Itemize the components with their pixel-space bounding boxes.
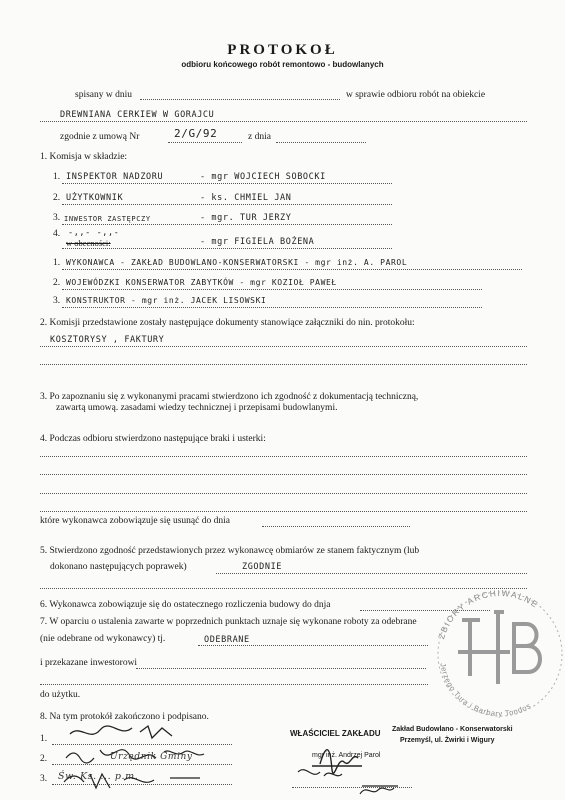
section3-line1: 3. Po zapoznaniu się z wykonanymi pracami stwierdzono ich zgodność z dokumentacją techniczną, — [40, 392, 419, 402]
z-dnia-label: z dnia — [248, 132, 271, 142]
owner-stamp-line2: Przemyśl, ul. Żwirki i Wigury — [400, 737, 495, 744]
umowa-line — [168, 142, 242, 143]
archive-watermark-stamp — [430, 580, 565, 720]
section7-line2: (nie odebrane od wykonawcy) tj. — [40, 634, 166, 644]
umowa-value: 2/G/92 — [174, 127, 218, 140]
defects-line — [40, 493, 527, 494]
document-title: PROTOKOŁ — [227, 42, 338, 58]
owner-label: WŁAŚCICIEL ZAKŁADU — [290, 729, 381, 738]
signature-num: 2. — [40, 754, 48, 764]
section7-line — [198, 645, 428, 646]
member-role: UŻYTKOWNIK — [66, 193, 124, 203]
member-line — [62, 224, 392, 225]
section4-heading: 4. Podczas odbioru stwierdzono następujące braki i usterki: — [40, 434, 266, 444]
sprawie-label: w sprawie odbioru robót na obiekcie — [346, 90, 486, 100]
section7-line — [40, 684, 428, 685]
z-dnia-line — [276, 142, 366, 143]
defects-line — [40, 456, 527, 457]
svg-text:ZBIORY ARCHIWALNE: ZBIORY ARCHIWALNE — [436, 587, 541, 641]
owner-stamp-line3: mgr inż. Andrzej Parol — [312, 752, 381, 759]
defects-line — [40, 511, 527, 512]
section7-line3: i przekazane inwestorowi — [40, 658, 138, 668]
present-num: 2. — [53, 278, 61, 288]
member-role: INSPEKTOR NADZORU — [66, 172, 164, 182]
present-num: 3. — [53, 296, 61, 306]
defects-line — [40, 474, 527, 475]
member-name: - ks. CHMIEL JAN — [200, 193, 292, 203]
member-name: - mgr. TUR JERZY — [200, 213, 292, 223]
member-num: 1. — [53, 172, 61, 182]
owner-stamp-line1: Zakład Budowlano - Konserwatorski — [392, 726, 513, 733]
section5-line2: dokonano następujących poprawek) — [50, 562, 187, 572]
present-line — [62, 289, 482, 290]
present-text: WYKONAWCA - ZAKŁAD BUDOWLANO-KONSERWATORSKI - mgr inż. A. PAROL — [66, 258, 408, 267]
present-num: 1. — [53, 258, 61, 268]
owner-signatures — [290, 736, 430, 798]
section1-heading: 1. Komisja w składzie: — [40, 152, 128, 162]
section2-text: 2. Komisji przedstawione zostały następujące dokumenty stanowiące załączniki do nin. protokołu: — [40, 318, 415, 328]
section2-value: KOSZTORYSY , FAKTURY — [50, 335, 165, 345]
obiekt-value: DREWNIANA CERKIEW W GORAJCU — [60, 110, 215, 120]
document-subtitle: odbioru końcowego robót remontowo - budowlanych — [181, 60, 384, 69]
section2-line — [40, 364, 527, 365]
umowa-label: zgodnie z umową Nr — [60, 132, 140, 142]
section4-footer: które wykonawca zobowiązuje się usunąć do dnia — [40, 516, 230, 526]
present-text: WOJEWÓDZKI KONSERWATOR ZABYTKÓW - mgr KOZIOŁ PAWEŁ — [66, 278, 337, 287]
owner-signature-line — [292, 787, 412, 788]
member-role: -,,- -,,- — [68, 228, 120, 238]
spisany-label: spisany w dniu — [75, 90, 132, 100]
defects-date-line — [262, 526, 410, 527]
present-line — [62, 269, 522, 270]
member-num: 2. — [53, 193, 61, 203]
section7-line — [136, 668, 426, 669]
section7-line4: do użytku. — [40, 690, 81, 700]
section5-value: ZGODNIE — [242, 562, 283, 572]
section7-value: ODEBRANE — [204, 635, 250, 645]
svg-text:Jerzego Tura i Barbary Tondos: Jerzego Tura i Barbary Tondos — [438, 662, 533, 719]
member-role: INWESTOR ZASTĘPCZY — [64, 215, 151, 223]
spisany-date-line — [140, 99, 340, 100]
signature-2-text: Urzędnik Gminy — [110, 752, 193, 762]
member-name: - mgr FIGIELA BOŻENA — [200, 237, 315, 247]
section5-line — [216, 573, 527, 574]
member-line — [62, 183, 392, 184]
present-line — [62, 307, 482, 308]
obiekt-line — [40, 121, 527, 122]
member-num: 4. — [53, 229, 61, 239]
present-text: KONSTRUKTOR - mgr inż. JACEK LISOWSKI — [66, 296, 267, 305]
section6-text: 6. Wykonawca zobowiązuje się do ostatecznego rozliczenia budowy do dnja — [40, 600, 331, 610]
signature-num: 1. — [40, 734, 48, 744]
section3-line2: zawartą umową. zasadami wiedzy technicznej i przepisami budowlanymi. — [56, 403, 338, 413]
section7-line1: 7. W oparciu o ustalenia zawarte w poprzednich punktach uznaje się wykonane roboty za odebrane — [40, 617, 417, 627]
struck-label: w obecności: — [66, 238, 111, 248]
section8-text: 8. Na tym protokół zakończono i podpisano. — [40, 712, 209, 722]
signature-num: 3. — [40, 774, 48, 784]
member-num: 3. — [53, 213, 61, 223]
section5-line1: 5. Stwierdzono zgodność przedstawionych przez wykonawcę obmiarów ze stanem faktycznym (lub — [40, 546, 420, 556]
member-line — [62, 204, 392, 205]
section2-line — [40, 346, 527, 347]
member-line — [62, 248, 392, 249]
signature-3-text: Św. Ks. ... p.m. — [58, 771, 139, 782]
member-name: - mgr WOJCIECH SOBOCKI — [200, 172, 326, 182]
